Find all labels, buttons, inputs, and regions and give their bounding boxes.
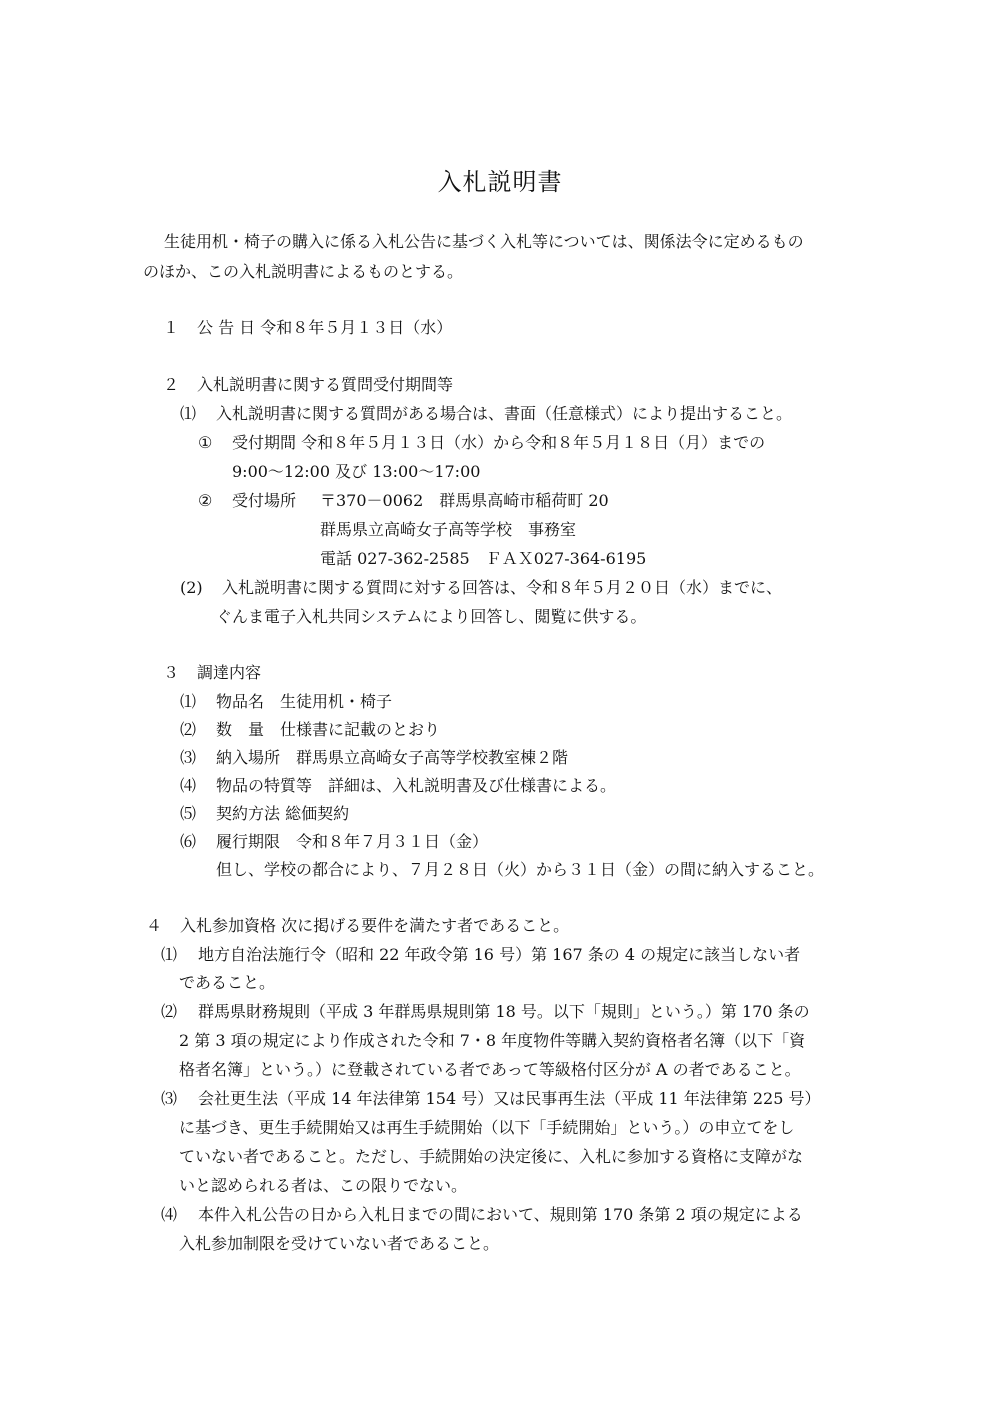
section-4-item-3-line-3: ていない者であること。ただし、手続開始の決定後に、入札に参加する資格に支障がな <box>179 1147 804 1166</box>
section-3-item-2-text: 数 量 仕様書に記載のとおり <box>216 720 441 739</box>
section-3-item-4-text: 物品の特質等 詳細は、入札説明書及び仕様書による。 <box>216 776 617 795</box>
section-3-item-6-text: 履行期限 令和８年７月３１日（金） <box>216 832 489 851</box>
section-4-item-3-line-1: 会社更生法（平成 14 年法律第 154 号）又は民事再生法（平成 11 年法律第 225 号） <box>198 1089 821 1108</box>
section-3-number: ３ <box>163 663 180 682</box>
section-2-number: ２ <box>163 375 180 394</box>
section-4-item-1-line-1: 地方自治法施行令（昭和 22 年政令第 16 号）第 167 条の 4 の規定に該当しない者 <box>198 945 801 964</box>
section-4-item-1-line-2: であること。 <box>179 973 276 992</box>
section-3-item-3-text: 納入場所 群馬県立高崎女子高等学校教室棟２階 <box>216 748 569 767</box>
section-2-heading: 入札説明書に関する質問受付期間等 <box>197 375 454 394</box>
section-4-item-2-line-3: 格者名簿」という。）に登載されている者であって等級格付区分が A の者であること。 <box>179 1060 801 1079</box>
section-2-circle-1-line-1: 受付期間 令和８年５月１３日（水）から令和８年５月１８日（月）までの <box>232 433 766 452</box>
section-3-heading: 調達内容 <box>197 663 262 682</box>
section-3-item-6-number: ⑹ <box>180 832 197 851</box>
intro-line-2: のほか、この入札説明書によるものとする。 <box>143 262 464 281</box>
section-2-item-2-line-2: ぐんま電子入札共同システムにより回答し、閲覧に供する。 <box>216 607 647 626</box>
section-1-number: １ <box>163 318 180 337</box>
section-3-note: 但し、学校の都合により、７月２８日（火）から３１日（金）の間に納入すること。 <box>216 860 825 879</box>
section-4-item-1-number: ⑴ <box>161 945 178 964</box>
section-2-item-2-line-1: 入札説明書に関する質問に対する回答は、令和８年５月２０日（水）までに、 <box>222 578 783 597</box>
section-2-item-2-number: (2) <box>180 578 203 597</box>
section-2-circle-2-line-3: 電話 027-362-2585 ＦＡＸ027-364-6195 <box>320 549 647 568</box>
section-4-item-4-line-2: 入札参加制限を受けていない者であること。 <box>179 1234 500 1253</box>
section-2-item-1-number: ⑴ <box>180 404 197 423</box>
section-4-item-3-number: ⑶ <box>161 1089 178 1108</box>
section-3-item-5-number: ⑸ <box>180 804 197 823</box>
section-2-item-1-text: 入札説明書に関する質問がある場合は、書面（任意様式）により提出すること。 <box>216 404 793 423</box>
section-4-item-2-number: ⑵ <box>161 1002 178 1021</box>
section-4-item-3-line-4: いと認められる者は、この限りでない。 <box>179 1176 468 1195</box>
section-3-item-5-text: 契約方法 総価契約 <box>216 804 350 823</box>
section-4-item-4-line-1: 本件入札公告の日から入札日までの間において、規則第 170 条第 2 項の規定による <box>198 1205 803 1224</box>
section-4-item-4-number: ⑷ <box>161 1205 178 1224</box>
section-4-heading: 入札参加資格 次に掲げる要件を満たす者であること。 <box>180 916 570 935</box>
section-4-number: ４ <box>146 916 163 935</box>
section-2-circle-2-label: 受付場所 <box>232 491 297 510</box>
section-3-item-2-number: ⑵ <box>180 720 197 739</box>
section-3-item-3-number: ⑶ <box>180 748 197 767</box>
section-4-item-3-line-2: に基づき、更生手続開始又は再生手続開始（以下「手続開始」という。）の申立てをし <box>179 1118 795 1137</box>
intro-line-1: 生徒用机・椅子の購入に係る入札公告に基づく入札等については、関係法令に定めるもの <box>164 232 804 251</box>
document-title: 入札説明書 <box>437 168 563 196</box>
section-2-circle-1-line-2: 9:00～12:00 及び 13:00～17:00 <box>232 462 481 481</box>
section-3-item-4-number: ⑷ <box>180 776 197 795</box>
section-2-circle-2-mark: ② <box>198 491 213 510</box>
section-2-circle-2-line-1: 〒370－0062 群馬県高崎市稲荷町 20 <box>320 491 609 510</box>
section-4-item-2-line-1: 群馬県財務規則（平成 3 年群馬県規則第 18 号。以下「規則」という。）第 170 条の <box>198 1002 810 1021</box>
section-3-item-1-number: ⑴ <box>180 692 197 711</box>
section-1-text: 公 告 日 令和８年５月１３日（水） <box>197 318 453 337</box>
section-3-item-1-text: 物品名 生徒用机・椅子 <box>216 692 393 711</box>
section-2-circle-2-line-2: 群馬県立高崎女子高等学校 事務室 <box>320 520 577 539</box>
section-2-circle-1-mark: ① <box>198 433 213 452</box>
section-4-item-2-line-2: 2 第 3 項の規定により作成された令和 7・8 年度物件等購入契約資格者名簿（以下「資 <box>179 1031 806 1050</box>
